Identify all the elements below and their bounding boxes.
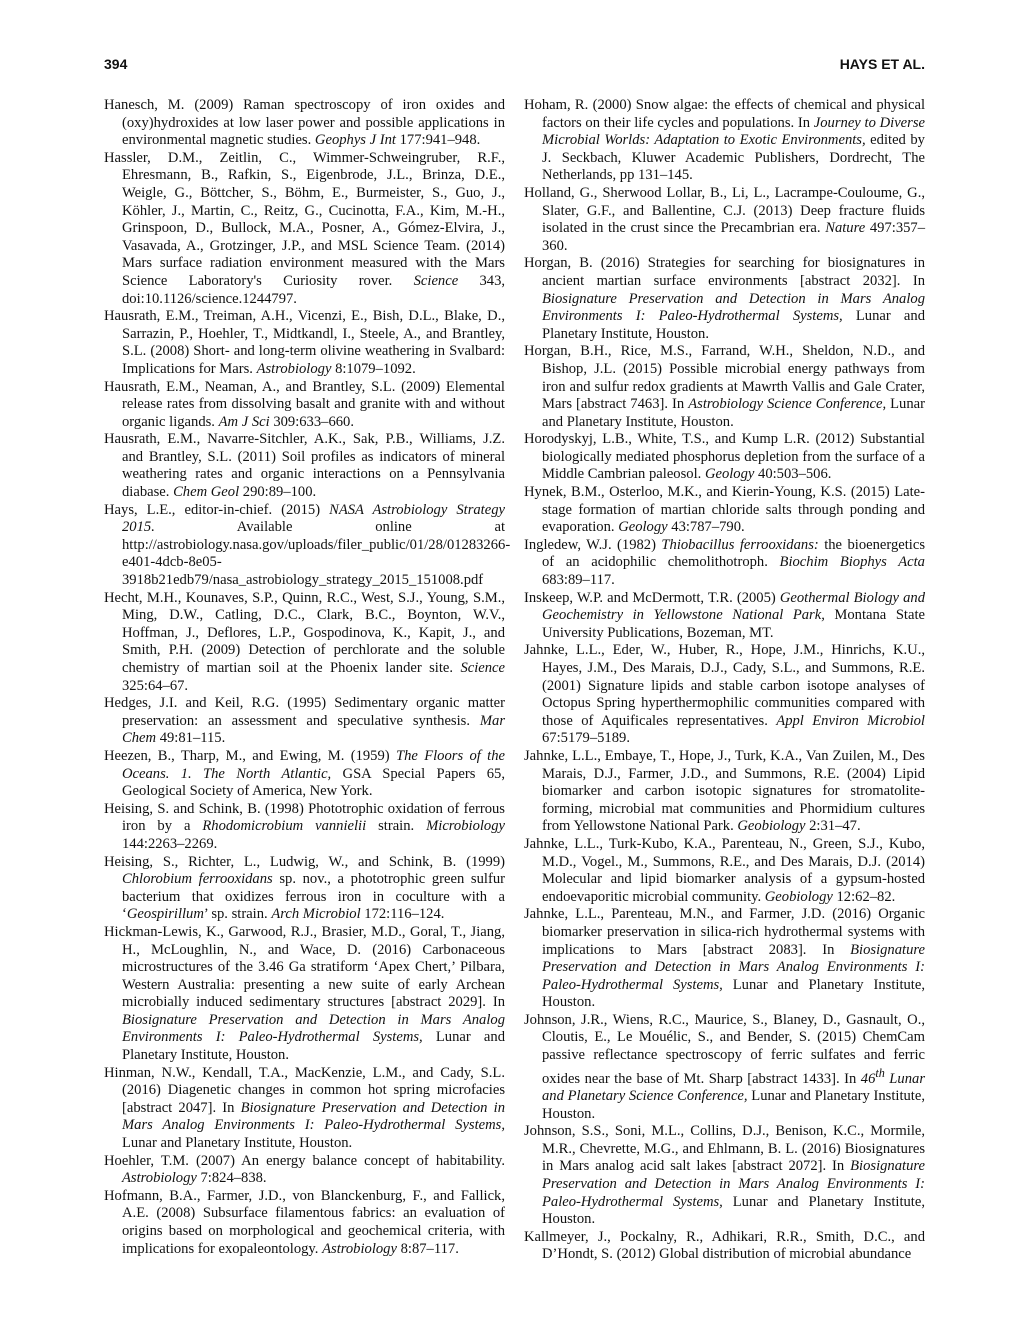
- page-number: 394: [104, 56, 128, 72]
- running-head: HAYS ET AL.: [839, 56, 925, 72]
- reference-entry: Hanesch, M. (2009) Raman spectroscopy of iron oxides and (oxy)hydroxides at low laser power and possible applications in environmental magnetic studies. Geophys J Int 177:941–948.: [104, 97, 505, 149]
- reference-entry: Hausrath, E.M., Navarre-Sitchler, A.K., Sak, P.B., Williams, J.Z. and Brantley, S.L. (2011) Soil profiles as indicators of mineral weathering rates and organic interactions on a Pennsylvania diabase. Chem Geol 290:89–100.: [104, 431, 505, 501]
- reference-entry: Johnson, J.R., Wiens, R.C., Maurice, S., Blaney, D., Gasnault, O., Cloutis, E., Le Mouélic, S., and Bender, S. (2015) ChemCam passive reflectance spectroscopy of ferric sulfates and ferric oxides near the base of Mt. Sharp [abstract 1433]. In 46th Lunar and Planetary Science Conference, Lunar and Planetary Institute, Houston.: [524, 1011, 925, 1122]
- reference-entry: Holland, G., Sherwood Lollar, B., Li, L., Lacrampe-Couloume, G., Slater, G.F., and Ballentine, C.J. (2013) Deep fracture fluids isolated in the crust since the Precambrian era. Nature 497:357–360.: [524, 184, 926, 254]
- references-column-left: [104, 97, 511, 1258]
- reference-entry: Heising, S., Richter, L., Ludwig, W., and Schink, B. (1999) Chlorobium ferrooxidans sp. nov., a phototrophic green sulfur bacterium that oxidizes ferrous iron in coculture with a ‘Geospirillum’ sp. strain. Arch Microbiol 172:116–124.: [104, 853, 505, 923]
- reference-entry: Hausrath, E.M., Treiman, A.H., Vicenzi, E., Bish, D.L., Blake, D., Sarrazin, P., Hoehler, T., Midtkandl, I., Steele, A., and Brantley, S.L. (2008) Short- and long-term olivine weathering in Svalbard: Implications for Mars. Astrobiology 8:1079–1092.: [104, 308, 505, 377]
- reference-entry: Jahnke, L.L., Parenteau, M.N., and Farmer, J.D. (2016) Organic biomarker preservation in silica-rich hydrothermal systems with implications to Mars [abstract 2083]. In Biosignature Preservation and Detection in Mars Analog Environments I: Paleo-Hydrothermal Systems, Lunar and Planetary Institute, Houston.: [524, 906, 925, 1011]
- reference-entry: Hausrath, E.M., Neaman, A., and Brantley, S.L. (2009) Elemental release rates from dissolving basalt and granite with and without organic ligands. Am J Sci 309:633–660.: [104, 378, 505, 430]
- reference-entry: Hoham, R. (2000) Snow algae: the effects of chemical and physical factors on their life cycles and populations. In Journey to Diverse Microbial Worlds: Adaptation to Exotic Environments, edited by J. Seckbach, Kluwer Academic Publishers, Dordrecht, The Netherlands, pp 131–145.: [524, 97, 925, 184]
- reference-entry: Hoehler, T.M. (2007) An energy balance concept of habitability. Astrobiology 7:824–838.: [104, 1152, 505, 1187]
- reference-entry: Hedges, J.I. and Keil, R.G. (1995) Sedimentary organic matter preservation: an assessment and speculative synthesis. Mar Chem 49:81–115.: [104, 695, 505, 747]
- reference-entry: Hickman-Lewis, K., Garwood, R.J., Brasier, M.D., Goral, T., Jiang, H., McLoughlin, N., and Wace, D. (2016) Carbonaceous microstructures of the 3.46 Ga stratiform ‘Apex Chert,’ Pilbara, Western Australia: presenting a new suite of early Archean microbially induced sedimentary structures [abstract 2029]. In Biosignature Preservation and Detection in Mars Analog Environments I: Paleo-Hydrothermal Systems, Lunar and Planetary Institute, Houston.: [104, 923, 505, 1064]
- reference-entry: Jahnke, L.L., Eder, W., Huber, R., Hope, J.M., Hinrichs, K.U., Hayes, J.M., Des Marais, D.J., Cady, S.L., and Summons, R.E. (2001) Signature lipids and stable carbon isotope analyses of Octopus Spring hyperthermophilic communities compared with those of Aquificales representatives. Appl Environ Microbiol 67:5179–5189.: [524, 642, 925, 747]
- reference-entry: Jahnke, L.L., Turk-Kubo, K.A., Parenteau, N., Green, S.J., Kubo, M.D., Vogel., M., Summons, R.E., and Des Marais, D.J. (2014) Molecular and lipid biomarker analysis of a gypsum-hosted endoevaporitic microbial community. Geobiology 12:62–82.: [524, 835, 925, 905]
- reference-entry: Horgan, B.H., Rice, M.S., Farrand, W.H., Sheldon, N.D., and Bishop, J.L. (2015) Possible microbial energy pathways from iron and sulfur redox gradients at Mawrth Vallis and Gale Crater, Mars [abstract 7463]. In Astrobiology Science Conference, Lunar and Planetary Institute, Houston.: [524, 343, 925, 430]
- reference-entry: Heising, S. and Schink, B. (1998) Phototrophic oxidation of ferrous iron by a Rhodomicrobium vannielii strain. Microbiology 144:2263–2269.: [104, 800, 506, 852]
- page-header: [104, 56, 925, 76]
- reference-entry: Horodyskyj, L.B., White, T.S., and Kump L.R. (2012) Substantial biologically mediated phosphorus depletion from the surface of a Middle Cambrian paleosol. Geology 40:503–506.: [524, 431, 925, 483]
- references-column-right: [524, 97, 925, 1264]
- reference-entry: Jahnke, L.L., Embaye, T., Hope, J., Turk, K.A., Van Zuilen, M., Des Marais, D.J., Farmer, J.D., and Summons, R.E. (2004) Lipid biomarker and carbon isotopic signatures for stromatolite-forming, microbial mat communities and Phormidium cultures from Yellowstone National Park. Geobiology 2:31–47.: [524, 747, 925, 835]
- reference-entry: Inskeep, W.P. and McDermott, T.R. (2005) Geothermal Biology and Geochemistry in Yellowstone National Park, Montana State University Publications, Bozeman, MT.: [524, 589, 925, 641]
- reference-entry: Hassler, D.M., Zeitlin, C., Wimmer-Schweingruber, R.F., Ehresmann, B., Rafkin, S., Eigenbrode, J.L., Brinza, D.E., Weigle, G., Böttcher, S., Böhm, E., Burmeister, S., Guo, J., Köhler, J., Martin, C., Reitz, G., Cucinotta, F.A., Kim, M.-H., Grinspoon, D., Bullock, M.A., Posner, A., Gómez-Elvira, J., Vasavada, A., Grotzinger, J.P., and MSL Science Team. (2014) Mars surface radiation environment measured with the Mars Science Laboratory's Curiosity rover. Science 343, doi:10.1126/science.1244797.: [104, 149, 506, 307]
- reference-entry: Heezen, B., Tharp, M., and Ewing, M. (1959) The Floors of the Oceans. 1. The North Atlantic, GSA Special Papers 65, Geological Society of America, New York.: [104, 747, 505, 800]
- reference-entry: Kallmeyer, J., Pockalny, R., Adhikari, R.R., Smith, D.C., and D’Hondt, S. (2012) Global distribution of microbial abundance: [524, 1228, 925, 1263]
- reference-entry: Hays, L.E., editor-in-chief. (2015) NASA Astrobiology Strategy 2015. Available online at http://astrobiology.nasa.gov/uploads/filer_public/01/28/01283266-e401-4dcb-8e05-3918b21edb79/nasa_astrobiology_strategy_2015_151008.pdf: [104, 501, 511, 589]
- reference-entry: Hinman, N.W., Kendall, T.A., MacKenzie, L.M., and Cady, S.L. (2016) Diagenetic changes in common hot spring microfacies [abstract 2047]. In Biosignature Preservation and Detection in Mars Analog Environments I: Paleo-Hydrothermal Systems, Lunar and Planetary Institute, Houston.: [104, 1064, 505, 1152]
- reference-entry: Johnson, S.S., Soni, M.L., Collins, D.J., Benison, K.C., Mormile, M.R., Chevrette, M.G., and Ehlmann, B. L. (2016) Biosignatures in Mars analog acid salt lakes [abstract 2072]. In Biosignature Preservation and Detection in Mars Analog Environments I: Paleo-Hydrothermal Systems, Lunar and Planetary Institute, Houston.: [524, 1123, 925, 1228]
- reference-entry: Hecht, M.H., Kounaves, S.P., Quinn, R.C., West, S.J., Young, S.M., Ming, D.W., Catling, D.C., Clark, B.C., Boynton, W.V., Hoffman, J., Deflores, L.P., Gospodinova, K., Kapit, J., and Smith, P.H. (2009) Detection of perchlorate and the soluble chemistry of martian soil at the Phoenix lander site. Science 325:64–67.: [104, 589, 505, 694]
- reference-entry: Hynek, B.M., Osterloo, M.K., and Kierin-Young, K.S. (2015) Late-stage formation of martian chloride salts through ponding and evaporation. Geology 43:787–790.: [524, 484, 925, 536]
- reference-entry: Ingledew, W.J. (1982) Thiobacillus ferrooxidans: the bioenergetics of an acidophilic chemolithotroph. Biochim Biophys Acta 683:89–117.: [524, 536, 926, 589]
- reference-entry: Horgan, B. (2016) Strategies for searching for biosignatures in ancient martian surface environments [abstract 2032]. In Biosignature Preservation and Detection in Mars Analog Environments I: Paleo-Hydrothermal Systems, Lunar and Planetary Institute, Houston.: [524, 255, 925, 342]
- reference-entry: Hofmann, B.A., Farmer, J.D., von Blanckenburg, F., and Fallick, A.E. (2008) Subsurface filamentous fabrics: an evaluation of origins based on morphological and geochemical criteria, with implications for exopaleontology. Astrobiology 8:87–117.: [104, 1187, 505, 1257]
